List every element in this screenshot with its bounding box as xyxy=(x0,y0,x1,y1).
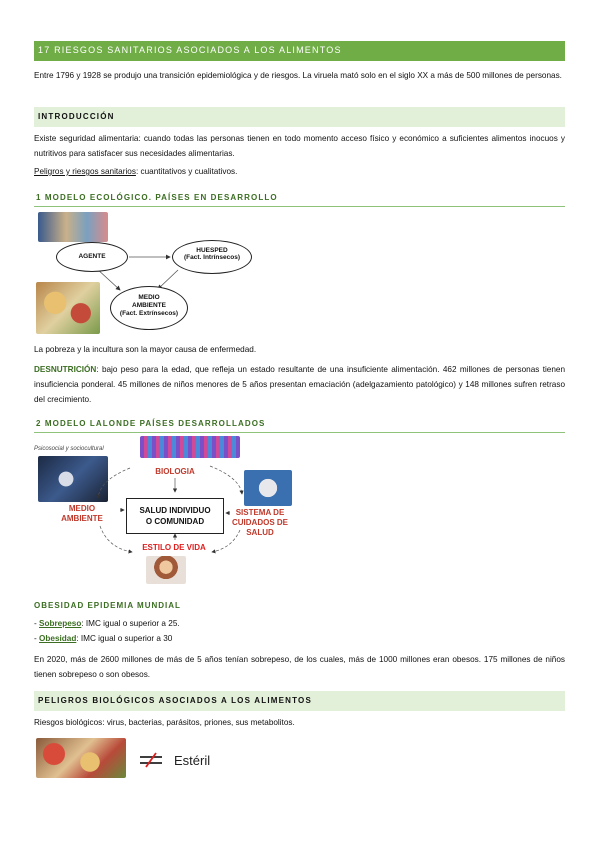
sobrepeso-line: - Sobrepeso: IMC igual o superior a 25. xyxy=(34,619,180,628)
peligros-rest: : cuantitativos y cualitativos. xyxy=(135,167,238,176)
dashed-arrow-biologia-medio xyxy=(98,468,130,498)
introduccion-heading: INTRODUCCIÓN xyxy=(38,112,115,121)
sobrepeso-label: Sobrepeso xyxy=(39,619,82,628)
medio-ambiente-label xyxy=(52,504,112,524)
sobrepeso-rest: : IMC igual o superior a 25. xyxy=(81,619,180,628)
salud-line2: O COMUNIDAD xyxy=(145,517,205,526)
esteril-label: Estéril xyxy=(174,753,211,768)
peligros-bio-header xyxy=(34,691,565,711)
desnutricion-text: : bajo peso para la edad, que refleja un estado resultante de una insuficiente alimentación. 462 millones de personas tienen insuficiencia ponderal. 45 millones de niños menores de 5 años presentan emaciación (adelgazamiento patológico) y 148 millones sufren retraso del crecimiento. xyxy=(34,365,565,404)
obesidad-rest: : IMC igual o superior a 30 xyxy=(76,634,173,643)
medio-word: MEDIO xyxy=(68,504,96,513)
foods-image xyxy=(36,738,126,778)
estilo-vida-label: ESTILO DE VIDA xyxy=(142,543,206,552)
seguridad-paragraph: Existe seguridad alimentaria: cuando todas las personas tienen en todo momento acceso físico y económico a suficientes alimentos inocuos y nutritivos para satisfacer sus necesidades alimentarias. xyxy=(34,134,565,158)
medio-sub: (Fact. Extrínsecos) xyxy=(119,310,179,317)
pobreza-paragraph: La pobreza y la incultura son la mayor causa de enfermedad. xyxy=(34,345,257,354)
modelo2-heading: 2 MODELO LALONDE PAÍSES DESARROLLADOS xyxy=(36,419,266,428)
peligros-bio-heading: PELIGROS BIOLÓGICOS ASOCIADOS A LOS ALIMENTOS xyxy=(38,696,313,705)
agente-label: AGENTE xyxy=(78,253,106,260)
riesgos-bio-paragraph: Riesgos biológicos: virus, bacterias, parásitos, priones, sus metabolitos. xyxy=(34,718,295,727)
obesidad-heading: OBESIDAD EPIDEMIA MUNDIAL xyxy=(34,601,181,610)
sistema-line3: SALUD xyxy=(246,528,274,537)
peligros-label: Peligros y riesgos sanitarios xyxy=(34,167,136,176)
desnutricion-label: DESNUTRICIÓN xyxy=(34,365,97,374)
salud-box xyxy=(126,498,224,534)
obesidad-line: - Obesidad: IMC igual o superior a 30 xyxy=(34,634,173,643)
obesidad-label: Obesidad xyxy=(39,634,77,643)
salud-line1: SALUD INDIVIDUO xyxy=(139,506,211,515)
huesped-label: HUESPED xyxy=(196,247,228,254)
ambiente-label: AMBIENTE xyxy=(132,302,166,309)
sistema-salud-label xyxy=(224,508,296,538)
sistema-line1: SISTEMA DE xyxy=(235,508,285,517)
huesped-sub: (Fact. Intrínsecos) xyxy=(184,254,240,261)
biologia-label: BIOLOGIA xyxy=(155,467,195,476)
not-equal-icon xyxy=(138,752,164,768)
ambiente-word: AMBIENTE xyxy=(61,514,103,523)
psicosocial-caption: Psicosocial y sociocultural xyxy=(34,446,104,452)
modelo1-heading: 1 MODELO ECOLÓGICO. PAÍSES EN DESARROLLO xyxy=(36,193,278,202)
title-text: 17 RIESGOS SANITARIOS ASOCIADOS A LOS ALIMENTOS xyxy=(38,45,342,55)
medio-label: MEDIO xyxy=(138,294,160,301)
intro-paragraph: Entre 1796 y 1928 se produjo una transición epidemiológica y de riesgos. La viruela mató solo en el siglo XX a más de 500 millones de personas. xyxy=(34,71,562,80)
dashed-arrow-biologia-sistema xyxy=(210,466,242,494)
sistema-line2: CUIDADOS DE xyxy=(231,518,288,527)
obesidad-paragraph: En 2020, más de 2600 millones de más de 5 años tenían sobrepeso, de los cuales, más de 1000 millones eran obesos. 175 millones de niños tienen sobrepeso o son obesos. xyxy=(34,655,565,679)
